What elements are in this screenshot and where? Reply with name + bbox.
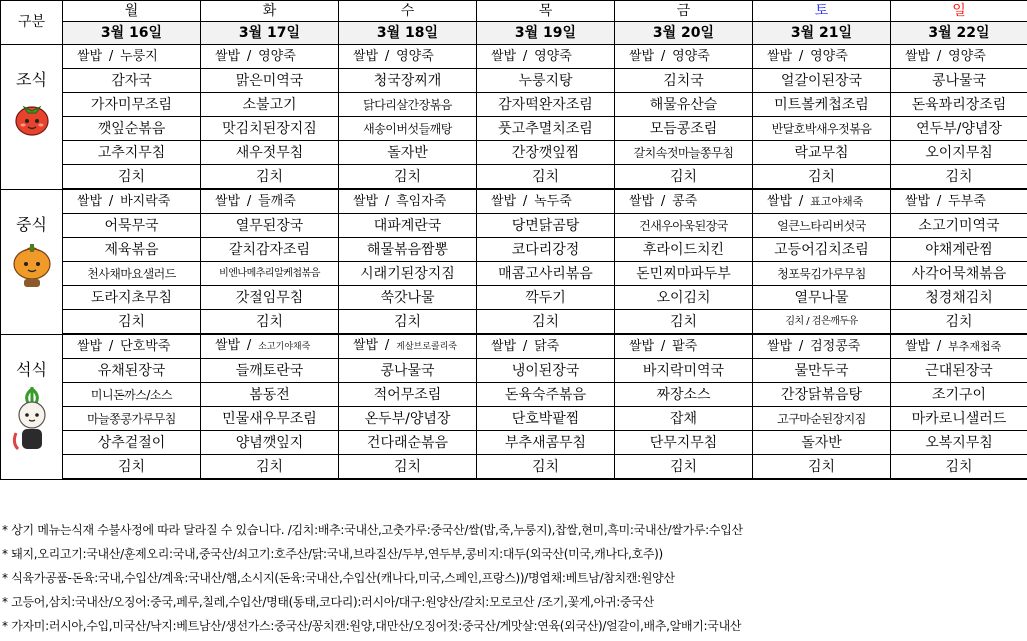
- menu-item: 청포묵김가루무침: [753, 262, 891, 286]
- meal-section: [1, 334, 1027, 479]
- rice-cell: [63, 334, 201, 359]
- rice-cell: [477, 45, 615, 69]
- rice-label: 쌀밥: [629, 338, 655, 354]
- separator: /: [108, 48, 114, 64]
- day-name-6: 일: [891, 1, 1027, 22]
- separator: /: [246, 338, 252, 353]
- rice-cell: [891, 45, 1027, 69]
- tomato-icon: [1, 95, 62, 143]
- menu-item: 상추겉절이: [63, 431, 201, 455]
- side-porridge: 녹두죽: [534, 193, 572, 209]
- side-porridge: 부추재첩죽: [948, 339, 1002, 353]
- menu-item: 모듬콩조림: [615, 117, 753, 141]
- menu-item: 야채계란찜: [891, 238, 1027, 262]
- menu-item: 깻잎순볶음: [63, 117, 201, 141]
- menu-item: 얼갈이된장국: [753, 69, 891, 93]
- separator: /: [798, 48, 804, 64]
- menu-item: 풋고추멸치조림: [477, 117, 615, 141]
- meal-label: 중식: [16, 214, 47, 234]
- rice-cell: [63, 45, 201, 69]
- separator: /: [384, 193, 390, 209]
- menu-item: 김치: [477, 165, 615, 190]
- menu-item: 민물새우무조림: [201, 407, 339, 431]
- menu-item: 김치: [339, 455, 477, 480]
- rice-label: 쌀밥: [77, 338, 103, 354]
- rice-cell: [891, 334, 1027, 359]
- menu-item: 감자떡완자조림: [477, 93, 615, 117]
- menu-item: 온두부/양념장: [339, 407, 477, 431]
- rice-label: 쌀밥: [905, 338, 931, 354]
- rice-cell: [339, 189, 477, 214]
- separator: /: [384, 338, 390, 353]
- rice-label: 쌀밥: [767, 338, 793, 354]
- menu-item: 물만두국: [753, 359, 891, 383]
- menu-item: 돈육숙주볶음: [477, 383, 615, 407]
- separator: /: [936, 338, 942, 354]
- menu-item: 매콤고사리볶음: [477, 262, 615, 286]
- menu-item: 쑥갓나물: [339, 286, 477, 310]
- menu-item: 당면닭곰탕: [477, 214, 615, 238]
- separator: /: [522, 48, 528, 64]
- day-name-4: 금: [615, 1, 753, 22]
- side-porridge: 영양죽: [672, 48, 710, 64]
- menu-item: 돌자반: [753, 431, 891, 455]
- meal-label-cell: [1, 45, 63, 190]
- menu-item: 해물유산슬: [615, 93, 753, 117]
- menu-item: 콩나물국: [891, 69, 1027, 93]
- rice-cell: [63, 189, 201, 214]
- menu-item: 열무된장국: [201, 214, 339, 238]
- menu-item: 김치: [201, 165, 339, 190]
- menu-item: 맑은미역국: [201, 69, 339, 93]
- day-name-2: 수: [339, 1, 477, 22]
- rice-cell: [201, 334, 339, 359]
- menu-item: 비엔나메추리알케첩볶음: [201, 262, 339, 286]
- menu-item: 김치: [477, 310, 615, 335]
- menu-item: 갓절임무침: [201, 286, 339, 310]
- side-porridge: 영양죽: [948, 48, 986, 64]
- menu-item: 김치: [201, 310, 339, 335]
- menu-item: 김치: [615, 455, 753, 480]
- side-porridge: 콩죽: [672, 193, 698, 209]
- menu-item: 가자미무조림: [63, 93, 201, 117]
- rice-label: 쌀밥: [491, 48, 517, 64]
- menu-item: 건새우아욱된장국: [615, 214, 753, 238]
- menu-item: 봄동전: [201, 383, 339, 407]
- day-date-6: 3월 22일: [891, 22, 1027, 45]
- meal-label: 조식: [16, 70, 47, 89]
- side-porridge: 영양죽: [534, 48, 572, 64]
- origin-note: * 고등어,삼치:국내산/오징어:중국,페루,칠레,수입산/명태(동태,코다리):러시아/대구:원양산/갈치:모로코산 /조기,꽃게,아귀:중국산: [2, 595, 654, 609]
- menu-item: 부추새콤무침: [477, 431, 615, 455]
- menu-item: 김치: [753, 165, 891, 190]
- day-date-1: 3월 17일: [201, 22, 339, 45]
- menu-item: 단무지무침: [615, 431, 753, 455]
- rice-label: 쌀밥: [215, 193, 241, 209]
- menu-item: 김치: [615, 310, 753, 335]
- menu-item: 김치: [201, 455, 339, 480]
- day-date-4: 3월 20일: [615, 22, 753, 45]
- rice-cell: [615, 334, 753, 359]
- menu-item: 고추지무침: [63, 141, 201, 165]
- day-date-5: 3월 21일: [753, 22, 891, 45]
- menu-item: 김치: [753, 455, 891, 480]
- side-porridge: 닭죽: [534, 338, 560, 354]
- rice-label: 쌀밥: [629, 48, 655, 64]
- menu-item: 감자국: [63, 69, 201, 93]
- rice-cell: [477, 189, 615, 214]
- rice-cell: [753, 45, 891, 69]
- menu-item: 마카로니샐러드: [891, 407, 1027, 431]
- meal-label-cell: [1, 334, 63, 479]
- menu-item: 김치: [477, 455, 615, 480]
- meal-label: 석식: [16, 359, 47, 379]
- day-name-0: 월: [63, 1, 201, 22]
- menu-item: 청국장찌개: [339, 69, 477, 93]
- rice-cell: [891, 189, 1027, 214]
- menu-item: 얼큰느타리버섯국: [753, 214, 891, 238]
- menu-item: 반달호박새우젓볶음: [753, 117, 891, 141]
- separator: /: [108, 193, 114, 209]
- separator: /: [522, 193, 528, 209]
- category-header: 구분: [1, 1, 63, 45]
- rice-label: 쌀밥: [77, 193, 103, 209]
- side-porridge: 팥죽: [672, 338, 698, 354]
- menu-item: 단호박팥찜: [477, 407, 615, 431]
- day-name-5: 토: [753, 1, 891, 22]
- menu-item: 어묵무국: [63, 214, 201, 238]
- menu-item: 돈민찌마파두부: [615, 262, 753, 286]
- menu-item: 코다리강정: [477, 238, 615, 262]
- side-porridge: 검정콩죽: [810, 338, 861, 354]
- menu-item: 간장닭볶음탕: [753, 383, 891, 407]
- rice-cell: [753, 334, 891, 359]
- menu-item: 짜장소스: [615, 383, 753, 407]
- menu-item: 천사채마요샐러드: [63, 262, 201, 286]
- menu-item: 새송이버섯들깨탕: [339, 117, 477, 141]
- rice-label: 쌀밥: [353, 48, 379, 64]
- day-date-3: 3월 19일: [477, 22, 615, 45]
- rice-cell: [339, 334, 477, 359]
- side-porridge: 영양죽: [810, 48, 848, 64]
- rice-label: 쌀밥: [905, 48, 931, 64]
- rice-label: 쌀밥: [629, 193, 655, 209]
- pumpkin-icon: [1, 240, 62, 294]
- separator: /: [384, 48, 390, 64]
- menu-item: 김치: [63, 455, 201, 480]
- side-porridge: 들깨죽: [258, 193, 296, 209]
- menu-item: 오복지무침: [891, 431, 1027, 455]
- menu-item: 닭다리살간장볶음: [339, 93, 477, 117]
- side-porridge: 게살브로콜리죽: [396, 342, 457, 352]
- rice-label: 쌀밥: [767, 193, 793, 209]
- menu-item: 조기구이: [891, 383, 1027, 407]
- day-name-3: 목: [477, 1, 615, 22]
- origin-note: * 돼지,오리고기:국내산/훈제오리:국내,중국산/쇠고기:호주산/닭:국내,브라질산/두부,연두부,콩비지:대두(외국산(미국,캐나다,호주)): [2, 547, 663, 561]
- menu-item: 바지락미역국: [615, 359, 753, 383]
- menu-item: 김치국: [615, 69, 753, 93]
- origin-note: * 가자미:러시아,수입,미국산/낙지:베트남산/생선가스:중국산/꽁치캔:원양,대만산/오징어젓:중국산/게맛살:연육(외국산)/얼갈이,배추,알배기:국내산: [2, 619, 742, 633]
- menu-item: 김치: [63, 310, 201, 335]
- menu-item: 김치: [63, 165, 201, 190]
- menu-item: 소고기미역국: [891, 214, 1027, 238]
- menu-item: 오이지무침: [891, 141, 1027, 165]
- rice-label: 쌀밥: [905, 193, 931, 209]
- separator: /: [798, 193, 804, 209]
- menu-item: 잡채: [615, 407, 753, 431]
- separator: /: [936, 48, 942, 64]
- menu-item: 김치: [615, 165, 753, 190]
- side-porridge: 흑임자죽: [396, 193, 447, 209]
- menu-item: 맛김치된장지짐: [201, 117, 339, 141]
- rice-cell: [615, 189, 753, 214]
- side-porridge: 영양죽: [396, 48, 434, 64]
- menu-item: 김치: [339, 310, 477, 335]
- day-name-1: 화: [201, 1, 339, 22]
- menu-item: 고등어김치조림: [753, 238, 891, 262]
- menu-item: 양념깻잎지: [201, 431, 339, 455]
- menu-item: 김치: [891, 455, 1027, 480]
- meal-section: [1, 45, 1027, 190]
- rice-label: 쌀밥: [77, 48, 103, 64]
- menu-item: 돈육꽈리장조림: [891, 93, 1027, 117]
- menu-item: 콩나물국: [339, 359, 477, 383]
- rice-cell: [753, 189, 891, 214]
- separator: /: [660, 338, 666, 354]
- menu-item: 미니돈까스/소스: [63, 383, 201, 407]
- menu-item: 사각어묵채볶음: [891, 262, 1027, 286]
- side-porridge: 누룽지: [120, 48, 158, 64]
- rice-cell: [477, 334, 615, 359]
- menu-item: 후라이드치킨: [615, 238, 753, 262]
- menu-item: 새우젓무침: [201, 141, 339, 165]
- separator: /: [936, 193, 942, 209]
- menu-item: 돌자반: [339, 141, 477, 165]
- menu-item: 락교무침: [753, 141, 891, 165]
- menu-item: 냉이된장국: [477, 359, 615, 383]
- rice-cell: [201, 189, 339, 214]
- menu-item: 김치 / 검은깨두유: [753, 310, 891, 335]
- menu-item: 제육볶음: [63, 238, 201, 262]
- rice-label: 쌀밥: [767, 48, 793, 64]
- menu-item: 열무나물: [753, 286, 891, 310]
- side-porridge: 단호박죽: [120, 338, 171, 354]
- menu-item: 갈치감자조림: [201, 238, 339, 262]
- menu-item: 시래기된장지짐: [339, 262, 477, 286]
- meal-label-cell: [1, 189, 63, 334]
- separator: /: [660, 48, 666, 64]
- day-date-0: 3월 16일: [63, 22, 201, 45]
- separator: /: [246, 48, 252, 64]
- separator: /: [246, 193, 252, 209]
- menu-item: 깍두기: [477, 286, 615, 310]
- menu-item: 갈치속젓마늘쫑무침: [615, 141, 753, 165]
- menu-item: 도라지초무침: [63, 286, 201, 310]
- rice-label: 쌀밥: [491, 193, 517, 209]
- rice-label: 쌀밥: [353, 193, 379, 209]
- menu-item: 청경채김치: [891, 286, 1027, 310]
- origin-note: * 상기 메뉴는식재 수불사정에 따라 달라질 수 있습니다. /김치:배추:국내산,고춧가루:중국산/쌀(밥,죽,누룽지),찹쌀,현미,흑미:국내산/쌀가루:수입산: [2, 523, 743, 537]
- side-porridge: 영양죽: [258, 48, 296, 64]
- rice-label: 쌀밥: [215, 338, 241, 353]
- rice-label: 쌀밥: [215, 48, 241, 64]
- rice-label: 쌀밥: [353, 338, 379, 353]
- rice-label: 쌀밥: [491, 338, 517, 354]
- separator: /: [660, 193, 666, 209]
- side-porridge: 바지락죽: [120, 193, 171, 209]
- rice-cell: [615, 45, 753, 69]
- menu-item: 김치: [339, 165, 477, 190]
- menu-item: 김치: [891, 165, 1027, 190]
- side-porridge: 두부죽: [948, 193, 986, 209]
- menu-item: 적어무조림: [339, 383, 477, 407]
- menu-item: 연두부/양념장: [891, 117, 1027, 141]
- origin-note: * 식육가공품-돈육:국내,수입산/계육:국내산/햄,소시지(돈육:국내산,수입산(캐나다,미국,스페인,프랑스))/명엽채:베트남/참치캔:원양산: [2, 571, 675, 585]
- origin-notes: [0, 518, 1027, 638]
- menu-item: 들깨토란국: [201, 359, 339, 383]
- menu-item: 소불고기: [201, 93, 339, 117]
- menu-item: 김치: [891, 310, 1027, 335]
- menu-item: 미트볼케첩조림: [753, 93, 891, 117]
- menu-item: 유채된장국: [63, 359, 201, 383]
- menu-item: 누룽지탕: [477, 69, 615, 93]
- menu-item: 대파계란국: [339, 214, 477, 238]
- menu-item: 근대된장국: [891, 359, 1027, 383]
- separator: /: [522, 338, 528, 354]
- side-porridge: 소고기야채죽: [258, 342, 311, 352]
- separator: /: [798, 338, 804, 354]
- side-porridge: 표고야채죽: [810, 194, 864, 208]
- rice-cell: [201, 45, 339, 69]
- menu-item: 해물볶음짬뽕: [339, 238, 477, 262]
- menu-item: 건다래순볶음: [339, 431, 477, 455]
- meal-section: [1, 189, 1027, 334]
- menu-item: 간장깻잎찜: [477, 141, 615, 165]
- separator: /: [108, 338, 114, 354]
- day-date-2: 3월 18일: [339, 22, 477, 45]
- menu-item: 마늘쫑콩가루무침: [63, 407, 201, 431]
- menu-item: 고구마순된장지짐: [753, 407, 891, 431]
- menu-item: 오이김치: [615, 286, 753, 310]
- rice-cell: [339, 45, 477, 69]
- radish-icon: [1, 385, 62, 469]
